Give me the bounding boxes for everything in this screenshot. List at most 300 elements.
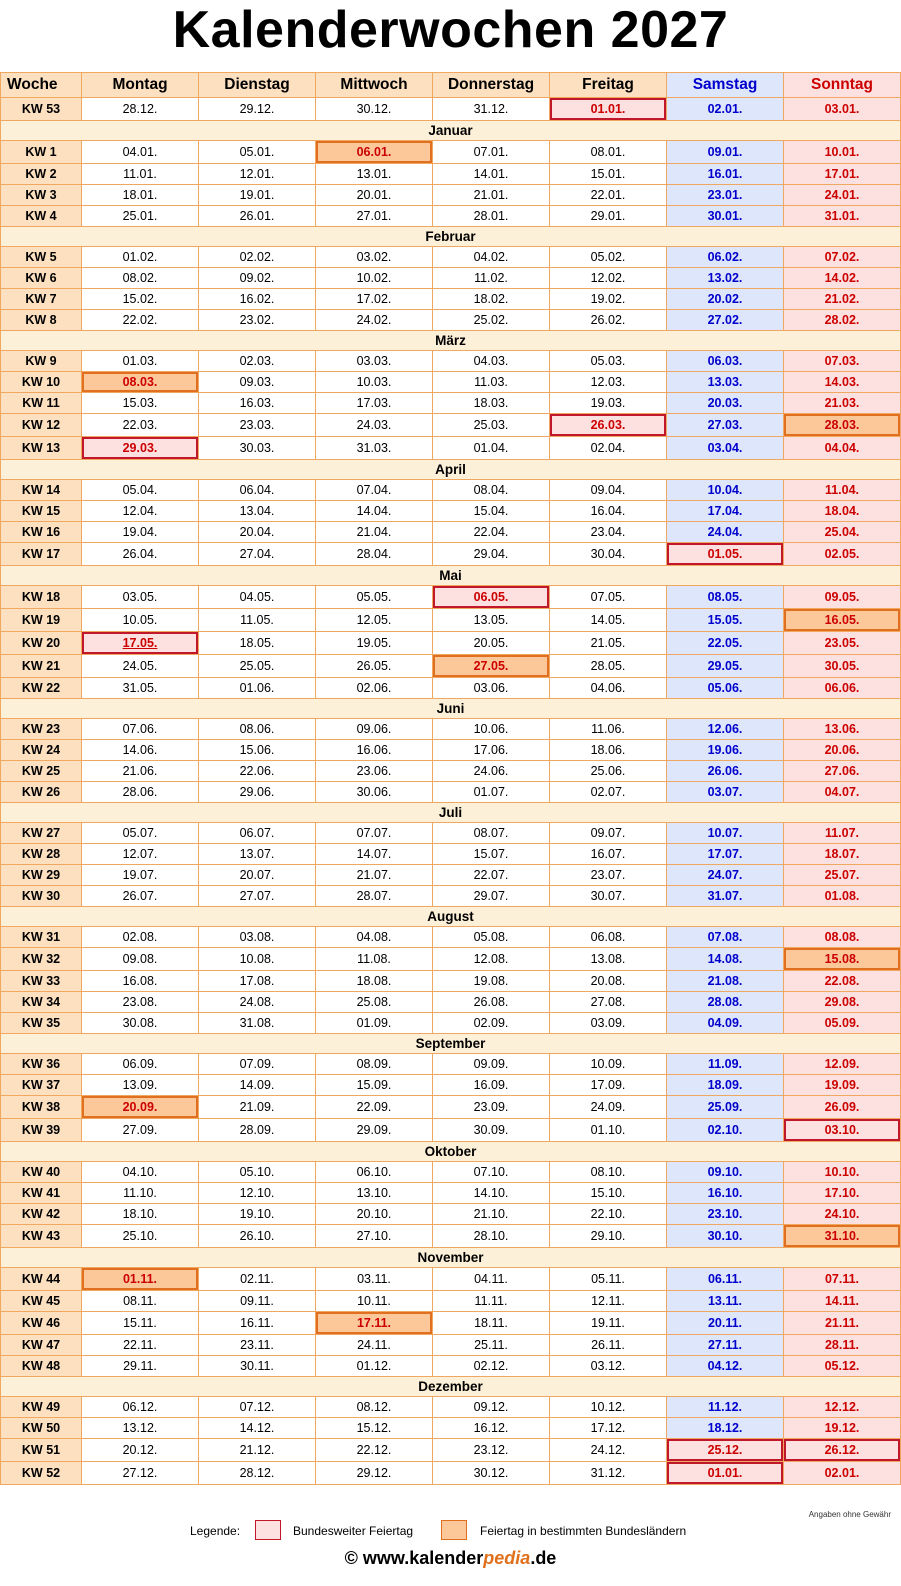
calendar-table <box>0 72 901 1485</box>
day-cell: 16.07. <box>550 844 667 865</box>
day-cell: 06.07. <box>199 823 316 844</box>
day-cell: 26.10. <box>199 1225 316 1248</box>
header-freitag: Freitag <box>550 73 667 98</box>
day-cell: 11.05. <box>199 609 316 632</box>
day-cell: 24.12. <box>550 1439 667 1462</box>
day-cell: 12.11. <box>550 1291 667 1312</box>
day-cell: 23.12. <box>433 1439 550 1462</box>
day-cell: 13.11. <box>667 1291 784 1312</box>
legend-national-text: Bundesweiter Feiertag <box>293 1524 414 1538</box>
day-cell: 30.07. <box>550 886 667 907</box>
day-cell: 10.02. <box>316 268 433 289</box>
day-cell: 16.02. <box>199 289 316 310</box>
day-cell: 12.04. <box>82 501 199 522</box>
day-cell: 11.02. <box>433 268 550 289</box>
day-cell: 25.10. <box>82 1225 199 1248</box>
holiday-cell: 27.05. <box>433 655 550 678</box>
week-number: KW 37 <box>1 1075 82 1096</box>
day-cell: 06.04. <box>199 480 316 501</box>
day-cell: 06.10. <box>316 1162 433 1183</box>
day-cell: 13.06. <box>784 719 901 740</box>
legend <box>0 1520 901 1544</box>
month-row <box>1 1034 901 1054</box>
day-cell: 14.10. <box>433 1183 550 1204</box>
day-cell: 30.08. <box>82 1013 199 1034</box>
day-cell: 18.05. <box>199 632 316 655</box>
day-cell: 14.07. <box>316 844 433 865</box>
month-row <box>1 1377 901 1397</box>
day-cell: 28.06. <box>82 782 199 803</box>
day-cell: 02.07. <box>550 782 667 803</box>
day-cell: 21.01. <box>433 185 550 206</box>
week-row <box>1 247 901 268</box>
day-cell: 30.03. <box>199 437 316 460</box>
week-number: KW 49 <box>1 1397 82 1418</box>
day-cell: 06.08. <box>550 927 667 948</box>
day-cell: 26.08. <box>433 992 550 1013</box>
day-cell: 09.10. <box>667 1162 784 1183</box>
week-row <box>1 543 901 566</box>
day-cell: 25.09. <box>667 1096 784 1119</box>
day-cell: 04.04. <box>784 437 901 460</box>
week-row <box>1 823 901 844</box>
day-cell: 08.04. <box>433 480 550 501</box>
week-row <box>1 1054 901 1075</box>
day-cell: 29.06. <box>199 782 316 803</box>
day-cell: 25.11. <box>433 1335 550 1356</box>
day-cell: 28.04. <box>316 543 433 566</box>
day-cell: 23.01. <box>667 185 784 206</box>
day-cell: 11.08. <box>316 948 433 971</box>
day-cell: 30.12. <box>433 1462 550 1485</box>
week-row <box>1 1013 901 1034</box>
day-cell: 02.04. <box>550 437 667 460</box>
month-label: März <box>1 331 901 351</box>
day-cell: 14.05. <box>550 609 667 632</box>
day-cell: 12.07. <box>82 844 199 865</box>
day-cell: 29.04. <box>433 543 550 566</box>
week-row <box>1 927 901 948</box>
day-cell: 20.11. <box>667 1312 784 1335</box>
day-cell: 19.06. <box>667 740 784 761</box>
day-cell: 11.12. <box>667 1397 784 1418</box>
day-cell: 03.09. <box>550 1013 667 1034</box>
day-cell: 28.02. <box>784 310 901 331</box>
day-cell: 15.06. <box>199 740 316 761</box>
day-cell: 29.05. <box>667 655 784 678</box>
week-number: KW 9 <box>1 351 82 372</box>
day-cell: 11.07. <box>784 823 901 844</box>
header-row <box>1 73 901 98</box>
day-cell: 20.04. <box>199 522 316 543</box>
day-cell: 04.05. <box>199 586 316 609</box>
week-number: KW 12 <box>1 414 82 437</box>
month-row <box>1 1248 901 1268</box>
day-cell: 16.12. <box>433 1418 550 1439</box>
day-cell: 09.04. <box>550 480 667 501</box>
legend-swatch-national <box>255 1520 281 1540</box>
day-cell: 14.04. <box>316 501 433 522</box>
header-woche: Woche <box>1 73 82 98</box>
day-cell: 24.03. <box>316 414 433 437</box>
calendar-body <box>1 98 901 1485</box>
day-cell: 23.09. <box>433 1096 550 1119</box>
day-cell: 17.09. <box>550 1075 667 1096</box>
day-cell: 09.03. <box>199 372 316 393</box>
week-row <box>1 1312 901 1335</box>
day-cell: 23.04. <box>550 522 667 543</box>
week-number: KW 53 <box>1 98 82 121</box>
month-row <box>1 1142 901 1162</box>
day-cell: 18.08. <box>316 971 433 992</box>
day-cell: 19.11. <box>550 1312 667 1335</box>
holiday-cell: 26.03. <box>550 414 667 437</box>
week-row <box>1 164 901 185</box>
day-cell: 25.01. <box>82 206 199 227</box>
day-cell: 21.06. <box>82 761 199 782</box>
week-number: KW 47 <box>1 1335 82 1356</box>
week-row <box>1 632 901 655</box>
week-number: KW 40 <box>1 1162 82 1183</box>
day-cell: 05.01. <box>199 141 316 164</box>
day-cell: 12.02. <box>550 268 667 289</box>
month-row <box>1 331 901 351</box>
week-number: KW 20 <box>1 632 82 655</box>
week-row <box>1 185 901 206</box>
day-cell: 13.12. <box>82 1418 199 1439</box>
week-row <box>1 886 901 907</box>
day-cell: 22.12. <box>316 1439 433 1462</box>
legend-regional-text: Feiertag in bestimmten Bundesländern <box>480 1524 687 1538</box>
week-number: KW 14 <box>1 480 82 501</box>
day-cell: 03.08. <box>199 927 316 948</box>
day-cell: 09.08. <box>82 948 199 971</box>
day-cell: 10.09. <box>550 1054 667 1075</box>
month-label: Juni <box>1 699 901 719</box>
day-cell: 07.01. <box>433 141 550 164</box>
holiday-cell: 03.10. <box>784 1119 901 1142</box>
day-cell: 11.04. <box>784 480 901 501</box>
week-number: KW 21 <box>1 655 82 678</box>
day-cell: 08.10. <box>550 1162 667 1183</box>
day-cell: 18.01. <box>82 185 199 206</box>
week-number: KW 50 <box>1 1418 82 1439</box>
week-row <box>1 586 901 609</box>
week-number: KW 28 <box>1 844 82 865</box>
month-row <box>1 227 901 247</box>
week-row <box>1 268 901 289</box>
day-cell: 21.03. <box>784 393 901 414</box>
week-row <box>1 310 901 331</box>
week-number: KW 7 <box>1 289 82 310</box>
day-cell: 13.07. <box>199 844 316 865</box>
week-number: KW 51 <box>1 1439 82 1462</box>
day-cell: 02.10. <box>667 1119 784 1142</box>
day-cell: 07.10. <box>433 1162 550 1183</box>
day-cell: 11.01. <box>82 164 199 185</box>
day-cell: 22.06. <box>199 761 316 782</box>
week-row <box>1 1119 901 1142</box>
day-cell: 05.11. <box>550 1268 667 1291</box>
day-cell: 09.07. <box>550 823 667 844</box>
week-row <box>1 1268 901 1291</box>
day-cell: 05.04. <box>82 480 199 501</box>
week-number: KW 2 <box>1 164 82 185</box>
day-cell: 26.05. <box>316 655 433 678</box>
day-cell: 01.04. <box>433 437 550 460</box>
day-cell: 02.11. <box>199 1268 316 1291</box>
day-cell: 07.02. <box>784 247 901 268</box>
header-sonntag: Sonntag <box>784 73 901 98</box>
week-number: KW 15 <box>1 501 82 522</box>
day-cell: 11.06. <box>550 719 667 740</box>
day-cell: 07.04. <box>316 480 433 501</box>
week-row <box>1 414 901 437</box>
day-cell: 19.02. <box>550 289 667 310</box>
day-cell: 03.05. <box>82 586 199 609</box>
day-cell: 02.01. <box>667 98 784 121</box>
day-cell: 25.08. <box>316 992 433 1013</box>
day-cell: 01.03. <box>82 351 199 372</box>
day-cell: 30.09. <box>433 1119 550 1142</box>
day-cell: 03.01. <box>784 98 901 121</box>
day-cell: 16.06. <box>316 740 433 761</box>
week-row <box>1 289 901 310</box>
day-cell: 22.03. <box>82 414 199 437</box>
day-cell: 08.01. <box>550 141 667 164</box>
week-number: KW 38 <box>1 1096 82 1119</box>
week-number: KW 27 <box>1 823 82 844</box>
footer-url <box>0 1548 901 1569</box>
day-cell: 18.04. <box>784 501 901 522</box>
week-row <box>1 1183 901 1204</box>
day-cell: 01.09. <box>316 1013 433 1034</box>
day-cell: 20.10. <box>316 1204 433 1225</box>
day-cell: 10.01. <box>784 141 901 164</box>
day-cell: 20.02. <box>667 289 784 310</box>
day-cell: 05.09. <box>784 1013 901 1034</box>
day-cell: 17.03. <box>316 393 433 414</box>
week-number: KW 42 <box>1 1204 82 1225</box>
day-cell: 15.07. <box>433 844 550 865</box>
day-cell: 07.08. <box>667 927 784 948</box>
day-cell: 09.11. <box>199 1291 316 1312</box>
day-cell: 08.06. <box>199 719 316 740</box>
day-cell: 10.06. <box>433 719 550 740</box>
day-cell: 27.04. <box>199 543 316 566</box>
day-cell: 26.01. <box>199 206 316 227</box>
day-cell: 05.10. <box>199 1162 316 1183</box>
day-cell: 23.11. <box>199 1335 316 1356</box>
day-cell: 18.09. <box>667 1075 784 1096</box>
day-cell: 06.03. <box>667 351 784 372</box>
day-cell: 31.03. <box>316 437 433 460</box>
day-cell: 24.06. <box>433 761 550 782</box>
day-cell: 29.12. <box>199 98 316 121</box>
day-cell: 12.06. <box>667 719 784 740</box>
day-cell: 28.07. <box>316 886 433 907</box>
week-row <box>1 761 901 782</box>
holiday-cell: 20.09. <box>82 1096 199 1119</box>
day-cell: 20.12. <box>82 1439 199 1462</box>
holiday-cell: 17.11. <box>316 1312 433 1335</box>
day-cell: 18.07. <box>784 844 901 865</box>
month-label: November <box>1 1248 901 1268</box>
week-row <box>1 719 901 740</box>
week-row <box>1 655 901 678</box>
week-number: KW 26 <box>1 782 82 803</box>
day-cell: 23.03. <box>199 414 316 437</box>
week-number: KW 44 <box>1 1268 82 1291</box>
week-number: KW 16 <box>1 522 82 543</box>
day-cell: 04.02. <box>433 247 550 268</box>
day-cell: 31.05. <box>82 678 199 699</box>
day-cell: 14.02. <box>784 268 901 289</box>
holiday-cell: 06.01. <box>316 141 433 164</box>
day-cell: 15.05. <box>667 609 784 632</box>
day-cell: 31.01. <box>784 206 901 227</box>
day-cell: 01.07. <box>433 782 550 803</box>
day-cell: 10.11. <box>316 1291 433 1312</box>
day-cell: 16.11. <box>199 1312 316 1335</box>
day-cell: 05.08. <box>433 927 550 948</box>
day-cell: 09.12. <box>433 1397 550 1418</box>
week-row <box>1 678 901 699</box>
day-cell: 20.01. <box>316 185 433 206</box>
day-cell: 19.07. <box>82 865 199 886</box>
day-cell: 04.08. <box>316 927 433 948</box>
day-cell: 20.06. <box>784 740 901 761</box>
day-cell: 16.03. <box>199 393 316 414</box>
day-cell: 29.08. <box>784 992 901 1013</box>
day-cell: 17.12. <box>550 1418 667 1439</box>
day-cell: 10.12. <box>550 1397 667 1418</box>
day-cell: 22.10. <box>550 1204 667 1225</box>
week-number: KW 25 <box>1 761 82 782</box>
day-cell: 19.08. <box>433 971 550 992</box>
day-date: 17.05. <box>122 636 158 650</box>
day-cell: 27.08. <box>550 992 667 1013</box>
holiday-cell: 31.10. <box>784 1225 901 1248</box>
day-cell: 23.06. <box>316 761 433 782</box>
week-row <box>1 522 901 543</box>
holiday-cell: 06.05. <box>433 586 550 609</box>
week-number: KW 36 <box>1 1054 82 1075</box>
holiday-cell: 01.01. <box>550 98 667 121</box>
day-cell: 30.11. <box>199 1356 316 1377</box>
day-cell: 19.09. <box>784 1075 901 1096</box>
week-number: KW 39 <box>1 1119 82 1142</box>
day-cell: 08.07. <box>433 823 550 844</box>
day-cell: 28.05. <box>550 655 667 678</box>
week-row <box>1 141 901 164</box>
day-cell: 15.01. <box>550 164 667 185</box>
week-row <box>1 393 901 414</box>
week-number: KW 35 <box>1 1013 82 1034</box>
day-cell: 01.10. <box>550 1119 667 1142</box>
day-cell: 26.07. <box>82 886 199 907</box>
week-row <box>1 1075 901 1096</box>
week-number: KW 29 <box>1 865 82 886</box>
day-cell: 04.11. <box>433 1268 550 1291</box>
week-row <box>1 1418 901 1439</box>
day-cell: 26.09. <box>784 1096 901 1119</box>
day-cell: 22.08. <box>784 971 901 992</box>
day-cell: 09.06. <box>316 719 433 740</box>
footer-accent: pedia <box>483 1548 531 1568</box>
day-cell: 27.10. <box>316 1225 433 1248</box>
day-cell: 02.08. <box>82 927 199 948</box>
day-cell: 01.06. <box>199 678 316 699</box>
month-label: Mai <box>1 566 901 586</box>
day-cell: 12.01. <box>199 164 316 185</box>
holiday-cell: 01.11. <box>82 1268 199 1291</box>
day-cell: 17.08. <box>199 971 316 992</box>
day-cell: 19.01. <box>199 185 316 206</box>
week-number: KW 3 <box>1 185 82 206</box>
day-cell: 20.05. <box>433 632 550 655</box>
day-cell: 02.01. <box>784 1462 901 1485</box>
day-cell: 14.11. <box>784 1291 901 1312</box>
day-cell: 07.07. <box>316 823 433 844</box>
day-cell: 28.12. <box>199 1462 316 1485</box>
day-cell: 27.12. <box>82 1462 199 1485</box>
day-cell: 16.10. <box>667 1183 784 1204</box>
day-cell: 14.03. <box>784 372 901 393</box>
day-cell: 13.04. <box>199 501 316 522</box>
day-cell: 22.01. <box>550 185 667 206</box>
day-cell: 10.10. <box>784 1162 901 1183</box>
day-cell: 09.05. <box>784 586 901 609</box>
day-cell: 23.07. <box>550 865 667 886</box>
day-cell: 28.11. <box>784 1335 901 1356</box>
day-cell: 25.02. <box>433 310 550 331</box>
day-cell: 18.11. <box>433 1312 550 1335</box>
week-row <box>1 740 901 761</box>
holiday-cell: 16.05. <box>784 609 901 632</box>
day-cell: 20.07. <box>199 865 316 886</box>
day-cell: 17.06. <box>433 740 550 761</box>
day-cell: 20.03. <box>667 393 784 414</box>
week-number: KW 45 <box>1 1291 82 1312</box>
day-cell: 22.07. <box>433 865 550 886</box>
day-cell: 20.08. <box>550 971 667 992</box>
day-cell: 21.08. <box>667 971 784 992</box>
day-cell: 13.08. <box>550 948 667 971</box>
day-cell: 22.02. <box>82 310 199 331</box>
day-cell: 08.08. <box>784 927 901 948</box>
month-label: Oktober <box>1 1142 901 1162</box>
day-cell: 22.09. <box>316 1096 433 1119</box>
week-row <box>1 1356 901 1377</box>
week-number: KW 17 <box>1 543 82 566</box>
day-cell: 11.03. <box>433 372 550 393</box>
day-cell: 15.02. <box>82 289 199 310</box>
week-number: KW 1 <box>1 141 82 164</box>
week-number: KW 33 <box>1 971 82 992</box>
day-cell: 13.10. <box>316 1183 433 1204</box>
day-cell: 19.12. <box>784 1418 901 1439</box>
legend-swatch-regional <box>441 1520 467 1540</box>
week-row <box>1 480 901 501</box>
week-row <box>1 206 901 227</box>
day-cell: 24.09. <box>550 1096 667 1119</box>
week-number: KW 32 <box>1 948 82 971</box>
day-cell: 01.12. <box>316 1356 433 1377</box>
day-cell: 21.02. <box>784 289 901 310</box>
day-cell: 26.04. <box>82 543 199 566</box>
day-cell: 27.02. <box>667 310 784 331</box>
